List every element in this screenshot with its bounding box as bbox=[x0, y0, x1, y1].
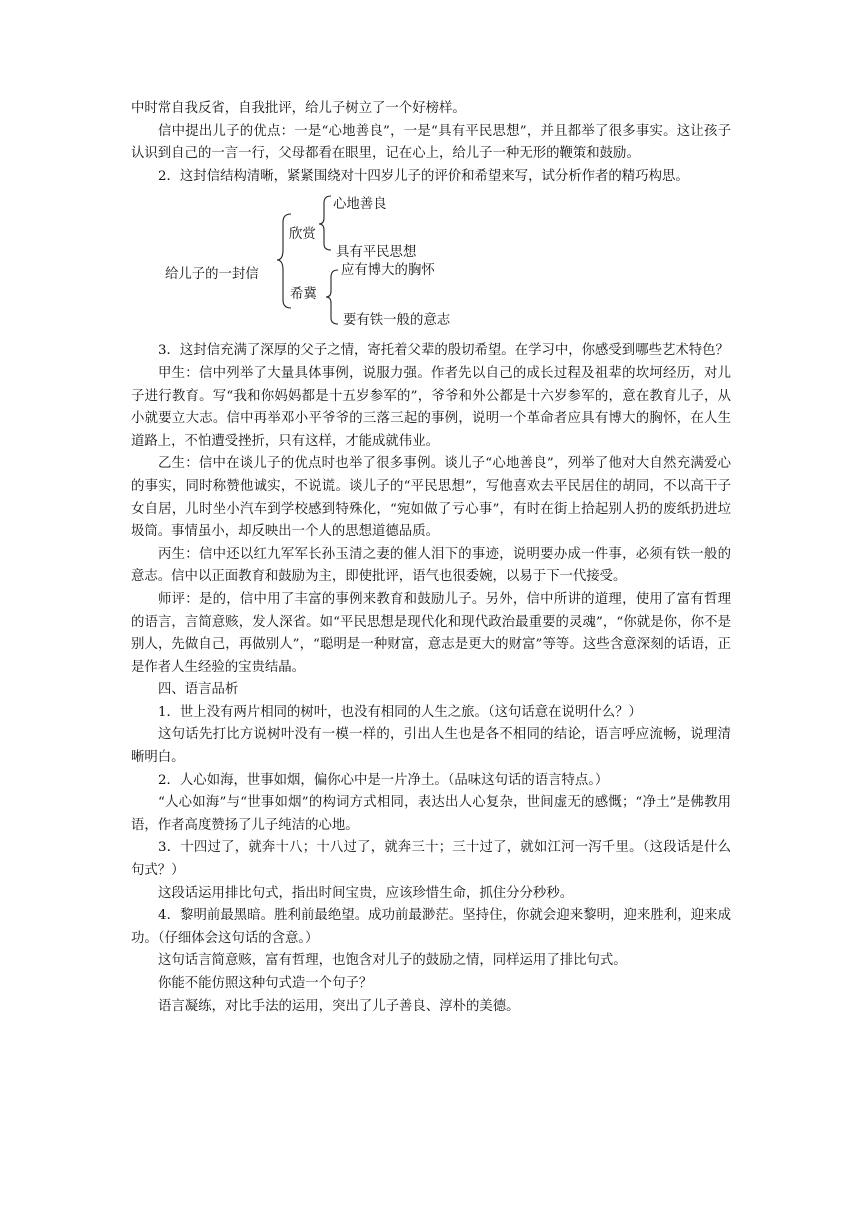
paragraph: 四、语言品析 bbox=[158, 682, 239, 698]
branch-label-appreciation: 欣赏 bbox=[289, 227, 316, 243]
paragraph: 信中提出儿子的优点：一是“心地善良”，一是“具有平民思想”，并且都举了很多事实。这让孩子认识到自己的一言一行，父母都看在眼里，记在心上，给儿子一种无形的鞭策和鼓励。 bbox=[131, 123, 731, 162]
paragraph: 乙生：信中在谈儿子的优点时也举了很多事例。谈儿子“心地善良”，列举了他对大自然充满爱心的事实，同时称赞他诚实，不说谎。谈儿子的“平民思想”，写他喜欢去平民居住的胡同，不以高干子女自居，儿时坐小汽车到学校感到特殊化，“宛如做了亏心事”，有时在街上拾起别人扔的废纸扔进垃圾筒。事情虽小，却反映出一个人的思想道德品质。 bbox=[131, 456, 731, 540]
paragraph: 语言凝练，对比手法的运用，突出了儿子善良、淳朴的美德。 bbox=[158, 998, 520, 1014]
paragraph: 2．人心如海，世事如烟，偏你心中是一片净土。（品味这句话的语言特点。） bbox=[158, 772, 609, 788]
paragraph: 2．这封信结构清晰，紧紧围绕对十四岁儿子的评价和希望来写，试分析作者的精巧构思。 bbox=[158, 168, 689, 184]
branch-item-kind-heart: 心地善良 bbox=[333, 197, 387, 213]
paragraph: 1．世上没有两片相同的树叶，也没有相同的人生之旅。（这句话意在说明什么？） bbox=[158, 704, 642, 720]
paragraph: 甲生：信中列举了大量具体事例，说服力强。作者先以自己的成长过程及祖辈的坎坷经历，对儿子进行教育。写“我和你妈妈都是十五岁参军的”，爷爷和外公都是十六岁参军的，意在教育儿子，从小就要立大志。信中再举邓小平爷爷的三落三起的事例，说明一个革命者应具有博大的胸怀，在人生道路上，不怕遭受挫折，只有这样，才能成就伟业。 bbox=[131, 365, 731, 449]
paragraph: 这段话运用排比句式，指出时间宝贵，应该珍惜生命，抓住分分秒秒。 bbox=[158, 885, 574, 901]
branch-label-hope: 希冀 bbox=[290, 287, 317, 303]
paragraph: 丙生：信中还以红九军军长孙玉清之妻的催人泪下的事迹，说明要办成一件事，必须有铁一般的意志。信中以正面教育和鼓励为主，即使批评，语气也很委婉，以易于下一代接受。 bbox=[131, 546, 731, 585]
paragraphs-bottom bbox=[131, 340, 731, 1018]
branch-item-broad-mind: 应有博大的胸怀 bbox=[341, 263, 435, 279]
paragraph: 3．这封信充满了深厚的父子之情，寄托着父辈的殷切希望。在学习中，你感受到哪些艺术特色？ bbox=[158, 343, 729, 359]
paragraph: 中时常自我反省，自我批评，给儿子树立了一个好榜样。 bbox=[131, 101, 466, 116]
structure-diagram bbox=[131, 188, 731, 340]
paragraph: “人心如海”与“世事如烟”的构词方式相同，表达出人心复杂，世间虚无的感慨；“净土”是佛教用语，作者高度赞扬了儿子纯洁的心地。 bbox=[131, 795, 731, 833]
paragraph: 这句话言简意赅，富有哲理，也饱含对儿子的鼓励之情，同样运用了排比句式。 bbox=[158, 953, 627, 969]
document-page bbox=[131, 98, 731, 1018]
paragraph: 4．黎明前最黑暗。胜利前最绝望。成功前最渺茫。坚持住，你就会迎来黎明，迎来胜利，迎来成功。（仔细体会这句话的含意。） bbox=[131, 908, 731, 946]
paragraphs-top bbox=[131, 98, 731, 188]
branch-item-iron-will: 要有铁一般的意志 bbox=[343, 313, 451, 329]
diagram-root: 给儿子的一封信 bbox=[165, 267, 259, 283]
paragraph: 师评：是的，信中用了丰富的事例来教育和鼓励儿子。另外，信中所讲的道理，使用了富有哲理的语言，言简意赅，发人深省。如“平民思想是现代化和现代政治最重要的灵魂”，“你就是你，你不是别人，先做自己，再做别人”，“聪明是一种财富，意志是更大的财富”等等。这些含意深刻的话语，正是作者人生经验的宝贵结晶。 bbox=[131, 591, 731, 675]
paragraph: 这句话先打比方说树叶没有一模一样的，引出人生也是各不相同的结论，语言呼应流畅，说理清晰明白。 bbox=[131, 727, 731, 766]
branch-item-common-people: 具有平民思想 bbox=[336, 245, 417, 261]
paragraph: 你能不能仿照这种句式造一个句子？ bbox=[158, 976, 373, 991]
paragraph: 3．十四过了，就奔十八；十八过了，就奔三十；三十过了，就如江河一泻千里。（这段话是什么句式？） bbox=[131, 840, 731, 879]
